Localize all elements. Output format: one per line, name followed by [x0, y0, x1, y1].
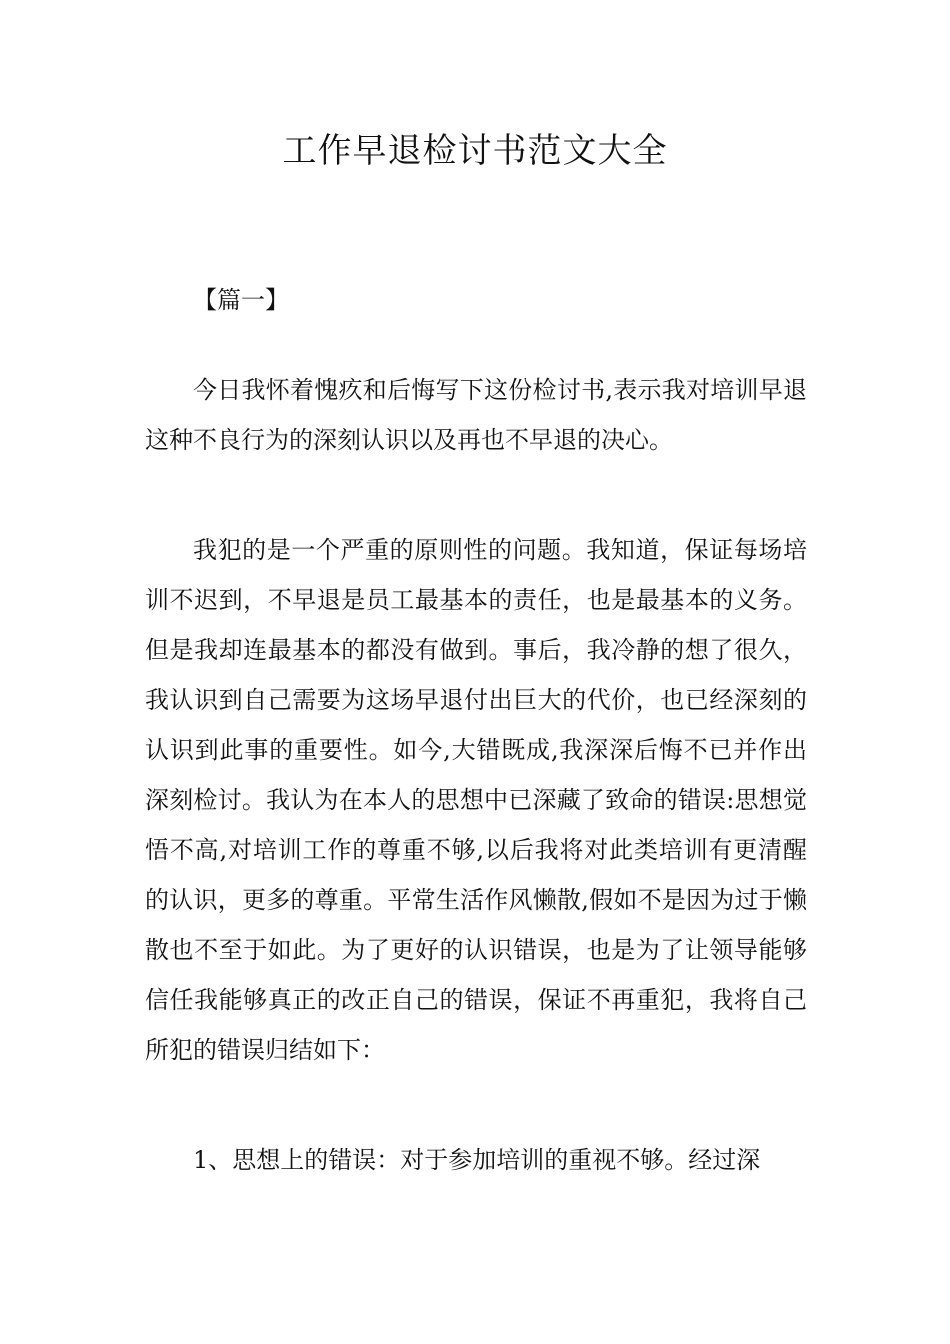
section-heading: 【篇一】	[193, 286, 289, 314]
paragraph-main: 我犯的是一个严重的原则性的问题。我知道，保证每场培训不迟到，不早退是员工最基本的责任，也是最基本的义务。但是我却连最基本的都没有做到。事后，我冷静的想了很久，我认识到自己需要为这场早退付出巨大的代价，也已经深刻的认识到此事的重要性。如今,大错既成,我深深后悔不已并作出深刻检讨。我认为在本人的思想中已深藏了致命的错误:思想觉悟不高,对培训工作的尊重不够,以后我将对此类培训有更清醒的认识，更多的尊重。平常生活作风懒散,假如不是因为过于懒散也不至于如此。为了更好的认识错误，也是为了让领导能够信任我能够真正的改正自己的错误，保证不再重犯，我将自己所犯的错误归结如下：	[145, 536, 807, 1064]
document-body	[145, 283, 807, 1185]
document-title: 工作早退检讨书范文大全	[282, 131, 668, 171]
paragraph-intro: 今日我怀着愧疚和后悔写下这份检讨书,表示我对培训早退这种不良行为的深刻认识以及再也不早退的决心。	[145, 376, 807, 454]
paragraph-item-1: 1、思想上的错误：对于参加培训的重视不够。经过深	[193, 1146, 761, 1174]
